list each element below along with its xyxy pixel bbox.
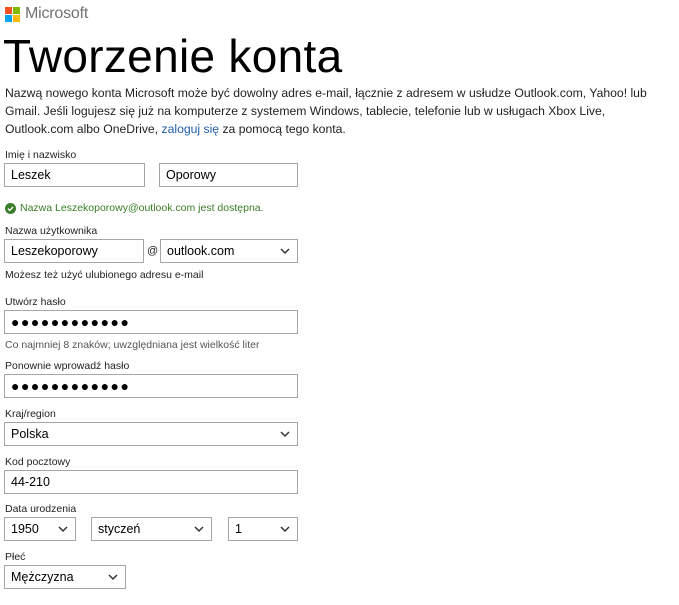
password-label: Utwórz hasło	[5, 296, 66, 308]
birth-month-select[interactable]	[91, 517, 212, 541]
use-email-link[interactable]: Możesz też użyć ulubionego adresu e-mail	[5, 269, 204, 281]
birth-day-select[interactable]	[228, 517, 298, 541]
chevron-down-icon	[57, 523, 69, 535]
chevron-down-icon	[279, 523, 291, 535]
postal-code-label: Kod pocztowy	[5, 456, 71, 468]
birth-year-value: 1950	[11, 522, 39, 536]
at-sign: @	[147, 245, 159, 257]
chevron-down-icon	[193, 523, 205, 535]
name-label: Imię i nazwisko	[5, 149, 77, 161]
intro-text-part-2: za pomocą tego konta.	[219, 122, 346, 136]
logo-square-red	[5, 7, 12, 14]
confirm-password-label: Ponownie wprowadź hasło	[5, 360, 130, 372]
logo-square-green	[13, 7, 20, 14]
gender-select-value: Mężczyzna	[11, 570, 74, 584]
last-name-input[interactable]: Oporowy	[159, 163, 298, 187]
availability-text: Nazwa Leszekoporowy@outlook.com jest dostępna.	[20, 202, 264, 214]
confirm-password-input[interactable]: ●●●●●●●●●●●●	[4, 374, 298, 398]
sign-in-link[interactable]: zaloguj się	[161, 122, 220, 136]
microsoft-logo-text: Microsoft	[25, 5, 89, 22]
chevron-down-icon	[279, 428, 291, 440]
microsoft-logo	[5, 6, 88, 22]
microsoft-logo-mark	[5, 7, 20, 22]
chevron-down-icon	[279, 245, 291, 257]
country-select-value: Polska	[11, 427, 49, 441]
intro-text	[5, 84, 673, 138]
username-input[interactable]: Leszekoporowy	[4, 239, 144, 263]
domain-select[interactable]	[160, 239, 298, 263]
logo-square-blue	[5, 15, 12, 22]
birth-year-select[interactable]	[4, 517, 76, 541]
logo-square-yellow	[13, 15, 20, 22]
domain-select-value: outlook.com	[167, 244, 235, 258]
password-hint: Co najmniej 8 znaków; uwzględniana jest wielkość liter	[5, 339, 260, 351]
password-input[interactable]: ●●●●●●●●●●●●	[4, 310, 298, 334]
postal-code-input[interactable]: 44-210	[4, 470, 298, 494]
chevron-down-icon	[107, 571, 119, 583]
first-name-input[interactable]: Leszek	[4, 163, 145, 187]
country-select[interactable]	[4, 422, 298, 446]
availability-message	[5, 202, 264, 214]
check-circle-icon	[5, 203, 16, 214]
gender-label: Płeć	[5, 551, 26, 563]
page-title: Tworzenie konta	[3, 30, 343, 82]
birth-day-value: 1	[235, 522, 242, 536]
birth-month-value: styczeń	[98, 522, 141, 536]
country-label: Kraj/region	[5, 408, 56, 420]
intro-text-part-1: Nazwą nowego konta Microsoft może być dowolny adres e-mail, łącznie z adresem w usłudze Outlook.com, Yahoo! lub Gmail. Jeśli logujesz się już na komputerze z systemem Windows, tablecie, telefonie lub w usługach Xbox Live, Outlook.com albo OneDrive,	[5, 86, 647, 136]
gender-select[interactable]	[4, 565, 126, 589]
birth-date-label: Data urodzenia	[5, 503, 77, 515]
username-label: Nazwa użytkownika	[5, 225, 98, 237]
